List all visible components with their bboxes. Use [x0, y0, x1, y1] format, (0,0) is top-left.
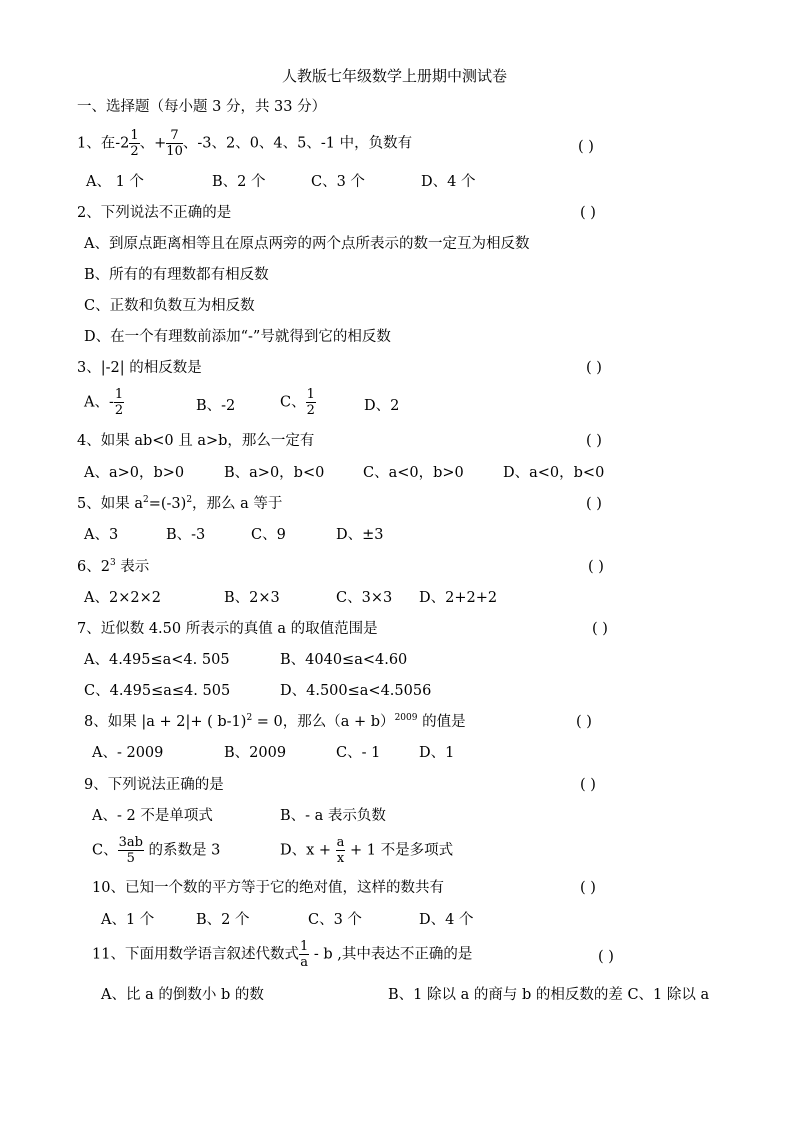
- option-d: D、2: [364, 398, 400, 414]
- question-9-stem: 9、下列说法正确的是: [84, 777, 224, 793]
- option-a: A、- $\frac{1}{2}$: [84, 387, 124, 418]
- answer-blank: ( ): [580, 880, 596, 896]
- option-c: C、3 个: [311, 174, 365, 190]
- option-a: A、 1 个: [86, 174, 144, 190]
- option-a: A、到原点距离相等且在原点两旁的两个点所表示的数一定互为相反数: [84, 236, 530, 252]
- option-c: C、- 1: [336, 745, 381, 761]
- question-8-stem: 8、如果 |a + 2|+ ( b-1)$^2$ = 0，那么$(a + b)^{2009}$ 的值是: [84, 713, 466, 730]
- option-a: A、3: [84, 527, 119, 543]
- option-d: D、在一个有理数前添加“-”号就得到它的相反数: [84, 329, 391, 345]
- question-11-stem: 11、下面用数学语言叙述代数式 $\frac{1}{a}$ - b ,其中表达不正确的是: [92, 939, 473, 970]
- option-c: C、正数和负数互为相反数: [84, 298, 255, 314]
- answer-blank: ( ): [588, 559, 604, 575]
- option-c: C、3 个: [308, 912, 362, 928]
- option-d: D、x + $\frac{a}{x}$ + 1 不是多项式: [280, 835, 454, 866]
- option-d: D、2+2+2: [419, 590, 498, 606]
- answer-blank: ( ): [586, 433, 602, 449]
- option-c: C、4.495≤a≤4. 505: [84, 683, 231, 699]
- section-heading: 一、选择题（每小题 3 分，共 33 分）: [77, 99, 327, 115]
- option-b: B、1 除以 a 的商与 b 的相反数的差 C、1 除以 a: [388, 987, 710, 1003]
- option-d: D、4 个: [419, 912, 474, 928]
- option-b: B、-3: [166, 527, 206, 543]
- option-c: C、 $\frac{3ab}{5}$ 的系数是 3: [92, 835, 221, 866]
- option-c: C、3×3: [336, 590, 393, 606]
- question-5-stem: 5、如果 $a^2=(-3)^2$，那么 a 等于: [77, 495, 283, 512]
- option-b: B、2×3: [224, 590, 280, 606]
- option-a: A、- 2009: [92, 745, 164, 761]
- answer-blank: ( ): [580, 777, 596, 793]
- answer-blank: ( ): [598, 949, 614, 965]
- option-d: D、1: [419, 745, 455, 761]
- question-1-stem: 1、在-2 $\frac{1}{2}$ 、+ $\frac{7}{10}$ 、-3、2、0、4、5、-1 中，负数有: [77, 128, 413, 159]
- option-d: D、±3: [336, 527, 384, 543]
- question-7-stem: 7、近似数 4.50 所表示的真值 a 的取值范围是: [77, 621, 378, 637]
- option-b: B、2009: [224, 745, 287, 761]
- option-a: A、1 个: [101, 912, 155, 928]
- option-a: A、2×2×2: [84, 590, 161, 606]
- answer-blank: ( ): [576, 714, 592, 730]
- option-d: D、a<0，b<0: [503, 465, 605, 481]
- option-a: A、a>0，b>0: [84, 465, 185, 481]
- option-c: C、9: [251, 527, 286, 543]
- option-d: D、4 个: [421, 174, 476, 190]
- option-b: B、4040≤a<4.60: [280, 652, 408, 668]
- option-b: B、-2: [196, 398, 236, 414]
- answer-blank: ( ): [578, 139, 594, 155]
- question-3-stem: 3、|-2| 的相反数是: [77, 360, 202, 376]
- page-title: 人教版七年级数学上册期中测试卷: [282, 67, 508, 85]
- option-c: C、a<0，b>0: [363, 465, 464, 481]
- question-10-stem: 10、已知一个数的平方等于它的绝对值，这样的数共有: [92, 880, 444, 896]
- option-c: C、 $\frac{1}{2}$: [280, 387, 315, 418]
- option-b: B、2 个: [196, 912, 250, 928]
- option-b: B、a>0，b<0: [224, 465, 325, 481]
- option-b: B、所有的有理数都有相反数: [84, 267, 269, 283]
- answer-blank: ( ): [586, 496, 602, 512]
- answer-blank: ( ): [592, 621, 608, 637]
- option-a: A、比 a 的倒数小 b 的数: [101, 987, 264, 1003]
- option-a: A、4.495≤a<4. 505: [84, 652, 230, 668]
- question-2-stem: 2、下列说法不正确的是: [77, 205, 232, 221]
- option-a: A、- 2 不是单项式: [92, 808, 213, 824]
- option-b: B、2 个: [212, 174, 266, 190]
- answer-blank: ( ): [580, 205, 596, 221]
- answer-blank: ( ): [586, 360, 602, 376]
- question-6-stem: 6、$2^3$ 表示: [77, 558, 150, 575]
- option-b: B、- a 表示负数: [280, 808, 386, 824]
- question-4-stem: 4、如果 ab<0 且 a>b，那么一定有: [77, 433, 315, 449]
- option-d: D、4.500≤a<4.5056: [280, 683, 432, 699]
